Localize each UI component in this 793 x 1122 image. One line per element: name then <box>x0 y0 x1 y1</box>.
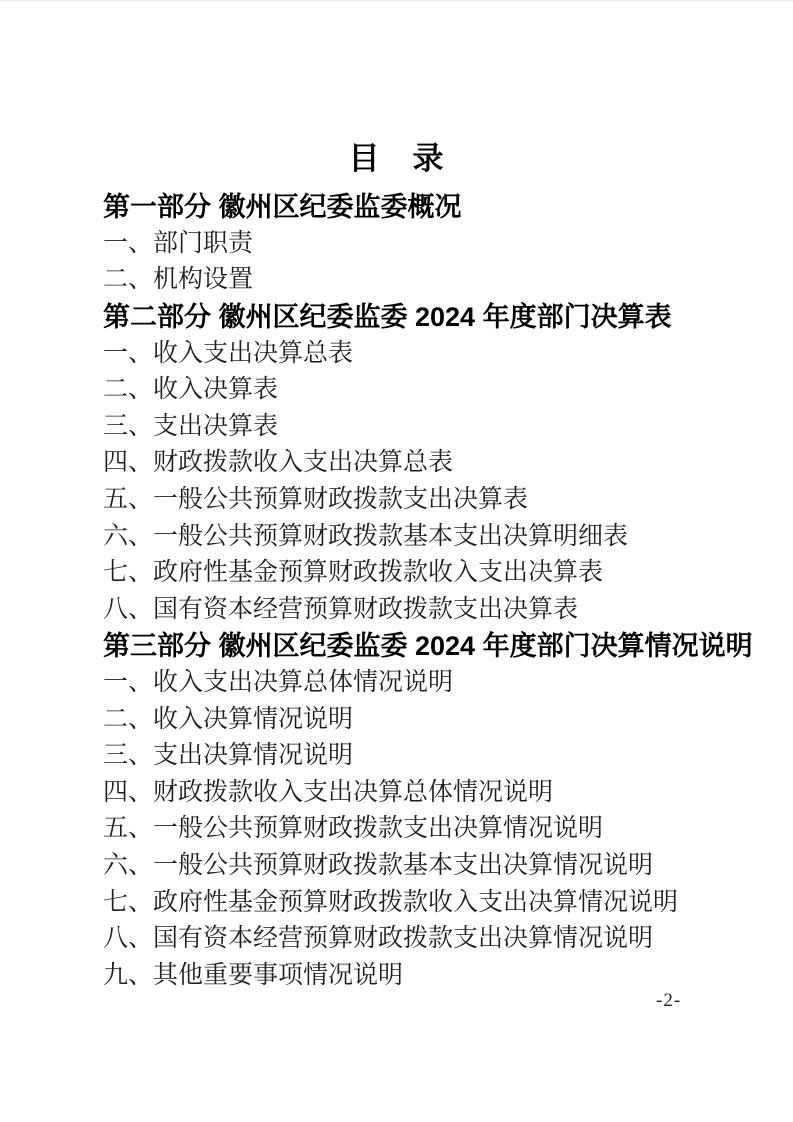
page-title: 目 录 <box>348 141 445 176</box>
toc-section-3-heading: 第三部分 徽州区纪委监委 2024 年度部门决算情况说明 <box>103 630 753 661</box>
toc-item: 九、其他重要事项情况说明 <box>103 961 404 989</box>
toc-item: 一、部门职责 <box>103 229 254 257</box>
toc-item: 七、政府性基金预算财政拨款收入支出决算情况说明 <box>103 888 679 916</box>
toc-item: 一、收入支出决算总体情况说明 <box>103 669 454 697</box>
page-number: -2- <box>656 990 682 1011</box>
table-of-contents <box>103 186 763 991</box>
toc-item: 八、国有资本经营预算财政拨款支出决算表 <box>103 595 579 623</box>
toc-item: 七、政府性基金预算财政拨款收入支出决算表 <box>103 559 604 587</box>
toc-item: 五、一般公共预算财政拨款支出决算情况说明 <box>103 815 604 843</box>
toc-item: 四、财政拨款收入支出决算总表 <box>103 449 454 477</box>
toc-item: 二、机构设置 <box>103 266 254 294</box>
toc-section-2-heading: 第二部分 徽州区纪委监委 2024 年度部门决算表 <box>103 301 672 332</box>
toc-item: 五、一般公共预算财政拨款支出决算表 <box>103 486 529 514</box>
toc-item: 三、支出决算情况说明 <box>103 742 354 770</box>
toc-item: 二、收入决算表 <box>103 376 279 404</box>
toc-item: 一、收入支出决算总表 <box>103 339 354 367</box>
toc-item: 三、支出决算表 <box>103 412 279 440</box>
toc-item: 八、国有资本经营预算财政拨款支出决算情况说明 <box>103 925 654 953</box>
toc-item: 六、一般公共预算财政拨款基本支出决算情况说明 <box>103 851 654 879</box>
toc-item: 二、收入决算情况说明 <box>103 705 354 733</box>
toc-item: 六、一般公共预算财政拨款基本支出决算明细表 <box>103 522 629 550</box>
toc-item: 四、财政拨款收入支出决算总体情况说明 <box>103 778 554 806</box>
toc-section-1-heading: 第一部分 徽州区纪委监委概况 <box>103 191 462 222</box>
